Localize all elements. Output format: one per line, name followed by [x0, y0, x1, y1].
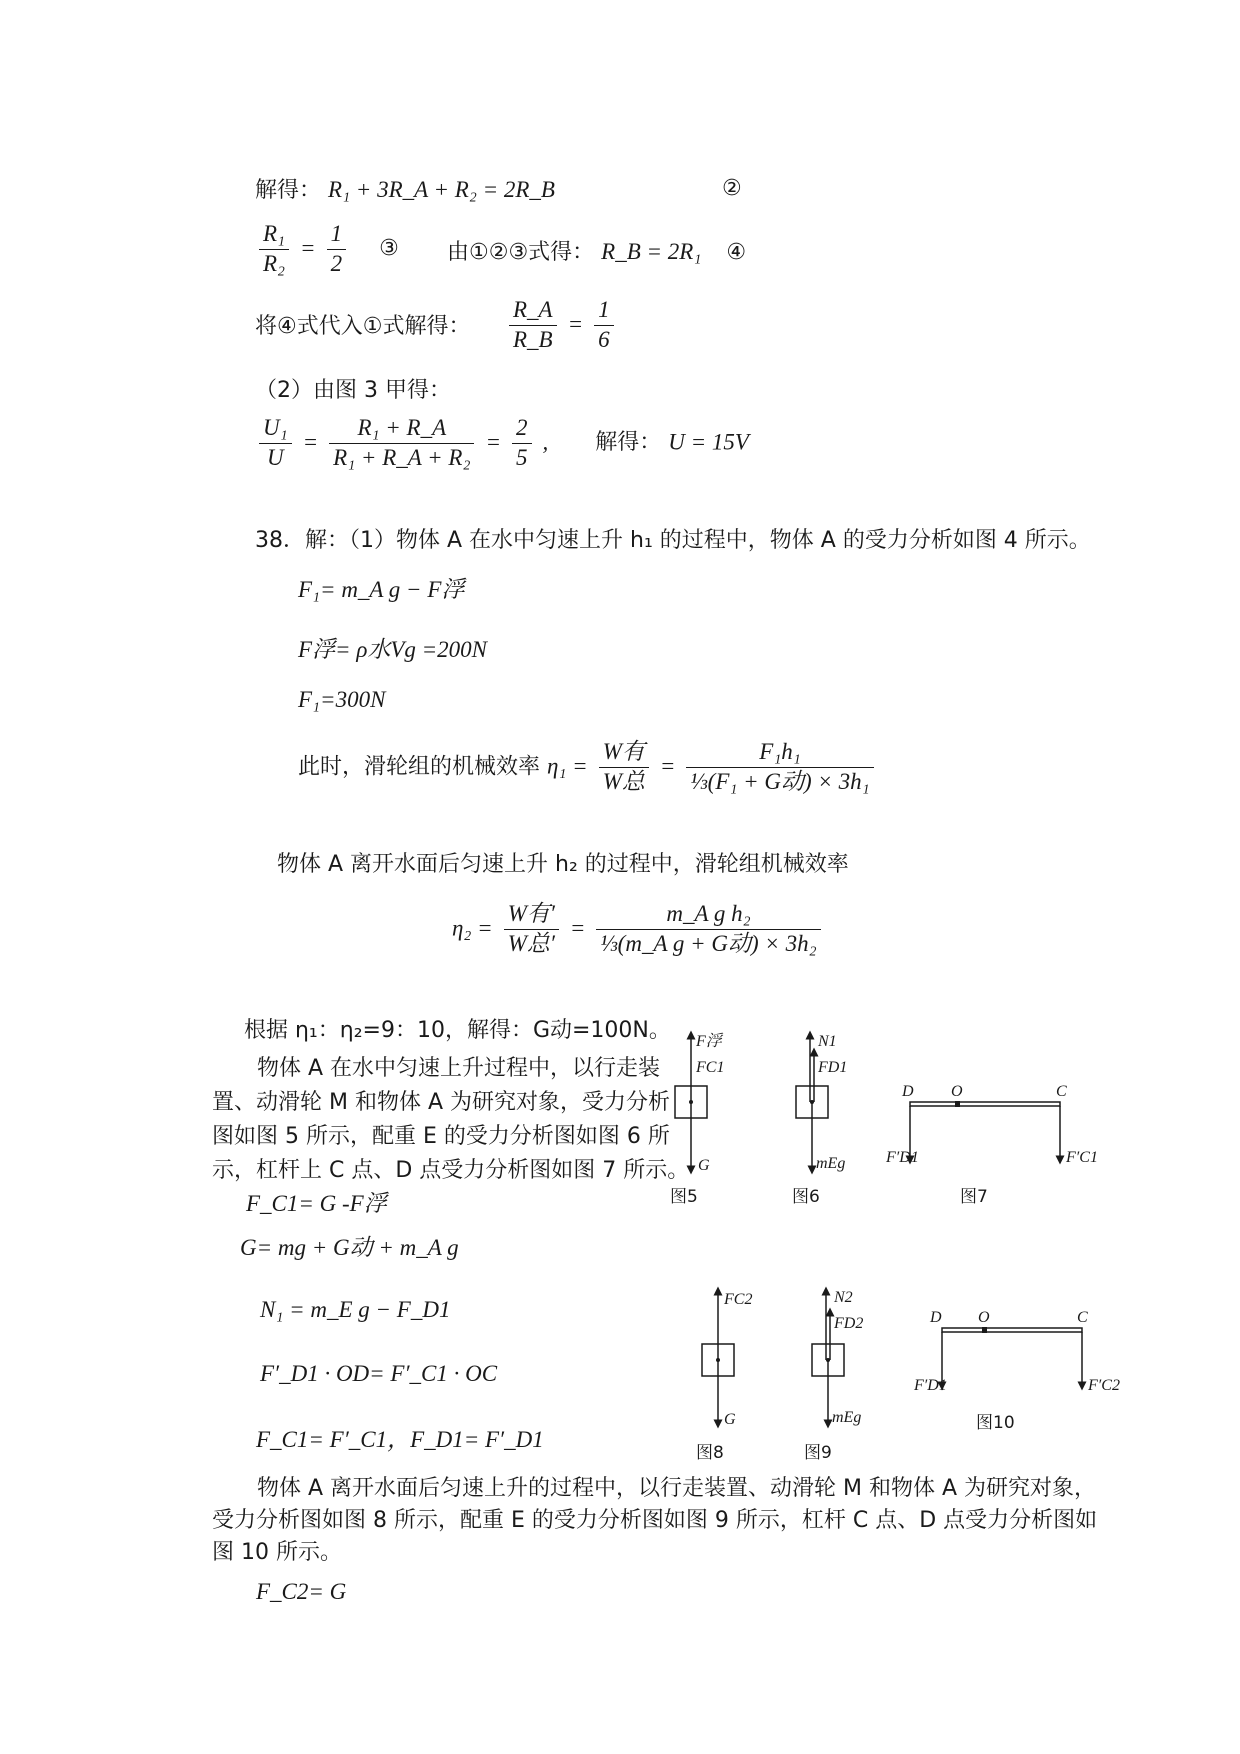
- label-c: C: [1077, 1309, 1088, 1326]
- paragraph-1-line-4: 示，杠杆上 C 点、D 点受力分析图如图 7 所示。: [212, 1158, 690, 1183]
- paragraph-1-line-2: 置、动滑轮 M 和物体 A 为研究对象，受力分析: [212, 1090, 671, 1115]
- equation-f1-value: F₁=300N: [298, 687, 386, 712]
- figure-7: [880, 1080, 1110, 1210]
- figure-8: [690, 1286, 770, 1466]
- paragraph-2-line-2: 受力分析图如图 8 所示，配重 E 的受力分析图如图 9 所示，杠杆 C 点、D 点受力分析图如: [212, 1508, 1098, 1533]
- equation-equal-forces: F_C1= F′_C1，F_D1= F′_D1: [256, 1427, 544, 1452]
- label-fd1-prime: F′D1: [914, 1377, 947, 1394]
- substitute-result: $\frac{R\_A}{R\_B}$ = $\frac{1}{6}$: [505, 296, 618, 355]
- fraction-work-1: $\frac{\text{W有}}{\text{W总}}$: [599, 738, 649, 797]
- figure-5-caption: 图5: [670, 1187, 698, 1207]
- derive-line: [447, 238, 746, 266]
- equation-fc1: F_C1= G -F浮: [246, 1191, 387, 1216]
- figure-9-caption: 图9: [804, 1443, 832, 1463]
- figure-8-caption: 图8: [696, 1443, 724, 1463]
- fraction-ra-rb: $\frac{R\_A}{R\_B}$: [509, 296, 557, 355]
- label-o: O: [978, 1309, 990, 1326]
- fraction-efficiency-2: $\frac{\text{m\_A g h₂}}{\text{⅓(m\_A g + G动) × 3h₂}}$: [596, 900, 820, 959]
- paragraph-2-line-1: 物体 A 离开水面后匀速上升的过程中，以行走装置、动滑轮 M 和物体 A 为研究对象，: [257, 1476, 1097, 1501]
- label-fc1-prime: F′C1: [1066, 1149, 1098, 1166]
- derive-label: 由①②③式得：: [447, 240, 595, 265]
- paragraph-1-line-3: 图如图 5 所示，配重 E 的受力分析图如图 6 所: [212, 1124, 670, 1149]
- lever-bar: [942, 1328, 1082, 1332]
- label-n1: N1: [818, 1033, 837, 1050]
- label-meg: mEg: [816, 1155, 846, 1172]
- paragraph-1-line-1: 物体 A 在水中匀速上升过程中，以行走装: [257, 1056, 661, 1081]
- fraction-half: $\frac{1}{2}$: [327, 220, 347, 279]
- voltage-ratio-line: $\frac{\text{U₁}}{U}$ = $\frac{\text{R₁ + R\_A}}{\text{R₁ + R\_A + R₂}}$ = $\frac{2}{5}$ , 解得： U = 15V: [255, 414, 749, 473]
- label-g: G: [698, 1157, 710, 1174]
- equation-4: R_B = 2R₁: [601, 239, 702, 264]
- question-38-intro: 38．解：（1）物体 A 在水中匀速上升 h₁ 的过程中，物体 A 的受力分析如图 4 所示。: [255, 528, 1091, 553]
- label-fc2-prime: F′C2: [1088, 1377, 1120, 1394]
- figure-6-caption: 图6: [792, 1187, 820, 1207]
- figure-10: [912, 1306, 1132, 1436]
- fulcrum-o: [982, 1327, 987, 1333]
- label-c: C: [1056, 1083, 1067, 1100]
- equation-lever: F′_D1 · OD= F′_C1 · OC: [260, 1361, 498, 1386]
- fraction-u1-u: $\frac{\text{U₁}}{U}$: [259, 414, 292, 473]
- label-g: G: [724, 1411, 736, 1428]
- paragraph-2-line-3: 图 10 所示。: [212, 1540, 342, 1565]
- label-buoyancy: F浮: [696, 1033, 722, 1050]
- figure-10-caption: 图10: [976, 1413, 1015, 1433]
- voltage-solve-label: 解得：: [595, 430, 662, 456]
- label-n2: N2: [834, 1289, 853, 1306]
- equation-mark-3: ③: [379, 236, 399, 262]
- figure-9: [800, 1286, 890, 1466]
- label-meg: mEg: [832, 1409, 862, 1426]
- voltage-result: U = 15V: [668, 429, 749, 455]
- figure-5: [660, 1030, 740, 1210]
- label-fd1-prime: F′D1: [886, 1149, 919, 1166]
- equation-2: R₁ + 3R_A + R₂ = 2R_B: [328, 177, 555, 202]
- equation-mark-4: ④: [726, 240, 747, 265]
- efficiency-2-line: η₂ = $\frac{\text{W有′}}{\text{W总′}}$ = $\frac{\text{m\_A g h₂}}{\text{⅓(m\_A g + G动) × 3h₂}}$: [452, 900, 825, 959]
- solve-label: 解得：: [255, 178, 322, 203]
- solve-line-1: [255, 176, 555, 204]
- equation-buoyancy: F浮= ρ水Vg =200N: [298, 637, 488, 662]
- fraction-work-2: $\frac{\text{W有′}}{\text{W总′}}$: [504, 900, 559, 959]
- fraction-two-fifths: $\frac{2}{5}$: [512, 414, 532, 473]
- substitute-label: 将④式代入①式解得：: [255, 314, 471, 339]
- fraction-r1-r2: $\frac{\text{R₁}}{\text{R₂}}$: [259, 220, 289, 279]
- ratio-result-line: 根据 η₁：η₂=9：10，解得：G动=100N。: [244, 1018, 671, 1043]
- leave-water-line: 物体 A 离开水面后匀速上升 h₂ 的过程中，滑轮组机械效率: [277, 852, 849, 877]
- efficiency-1-line: 此时，滑轮组的机械效率 η₁ = $\frac{\text{W有}}{\text{W总}}$ = $\frac{\text{F₁h₁}}{\text{⅓(F₁ + G动) × 3h₁}}$: [298, 738, 878, 797]
- equation-g: G= mg + G动 + m_A g: [240, 1235, 459, 1260]
- equation-n1: N₁ = m_E g − F_D1: [260, 1297, 451, 1322]
- part-2-label: （2）由图 3 甲得：: [255, 378, 451, 403]
- fraction-efficiency-1: $\frac{\text{F₁h₁}}{\text{⅓(F₁ + G动) × 3h₁}}$: [686, 738, 873, 797]
- fraction-sixth: $\frac{1}{6}$: [594, 296, 614, 355]
- efficiency-1-label: 此时，滑轮组的机械效率: [298, 754, 541, 780]
- label-d: D: [930, 1309, 942, 1326]
- figure-6: [780, 1030, 870, 1210]
- label-fd1: FD1: [818, 1059, 848, 1076]
- figure-7-caption: 图7: [960, 1187, 988, 1207]
- fulcrum-o: [955, 1101, 960, 1107]
- fraction-resistances: $\frac{\text{R₁ + R\_A}}{\text{R₁ + R\_A + R₂}}$: [329, 414, 474, 473]
- label-fc1: FC1: [696, 1059, 725, 1076]
- equation-f1: F₁= m_A g − F浮: [298, 577, 465, 602]
- label-fd2: FD2: [834, 1315, 864, 1332]
- label-fc2: FC2: [724, 1291, 753, 1308]
- ratio-line: $\frac{\text{R₁}}{\text{R₂}}$ = $\frac{1}{2}$ ③: [255, 220, 399, 279]
- equation-mark-2: ②: [722, 176, 742, 201]
- label-d: D: [902, 1083, 914, 1100]
- label-o: O: [951, 1083, 963, 1100]
- lever-bar: [910, 1102, 1060, 1106]
- equation-fc2: F_C2= G: [256, 1579, 347, 1604]
